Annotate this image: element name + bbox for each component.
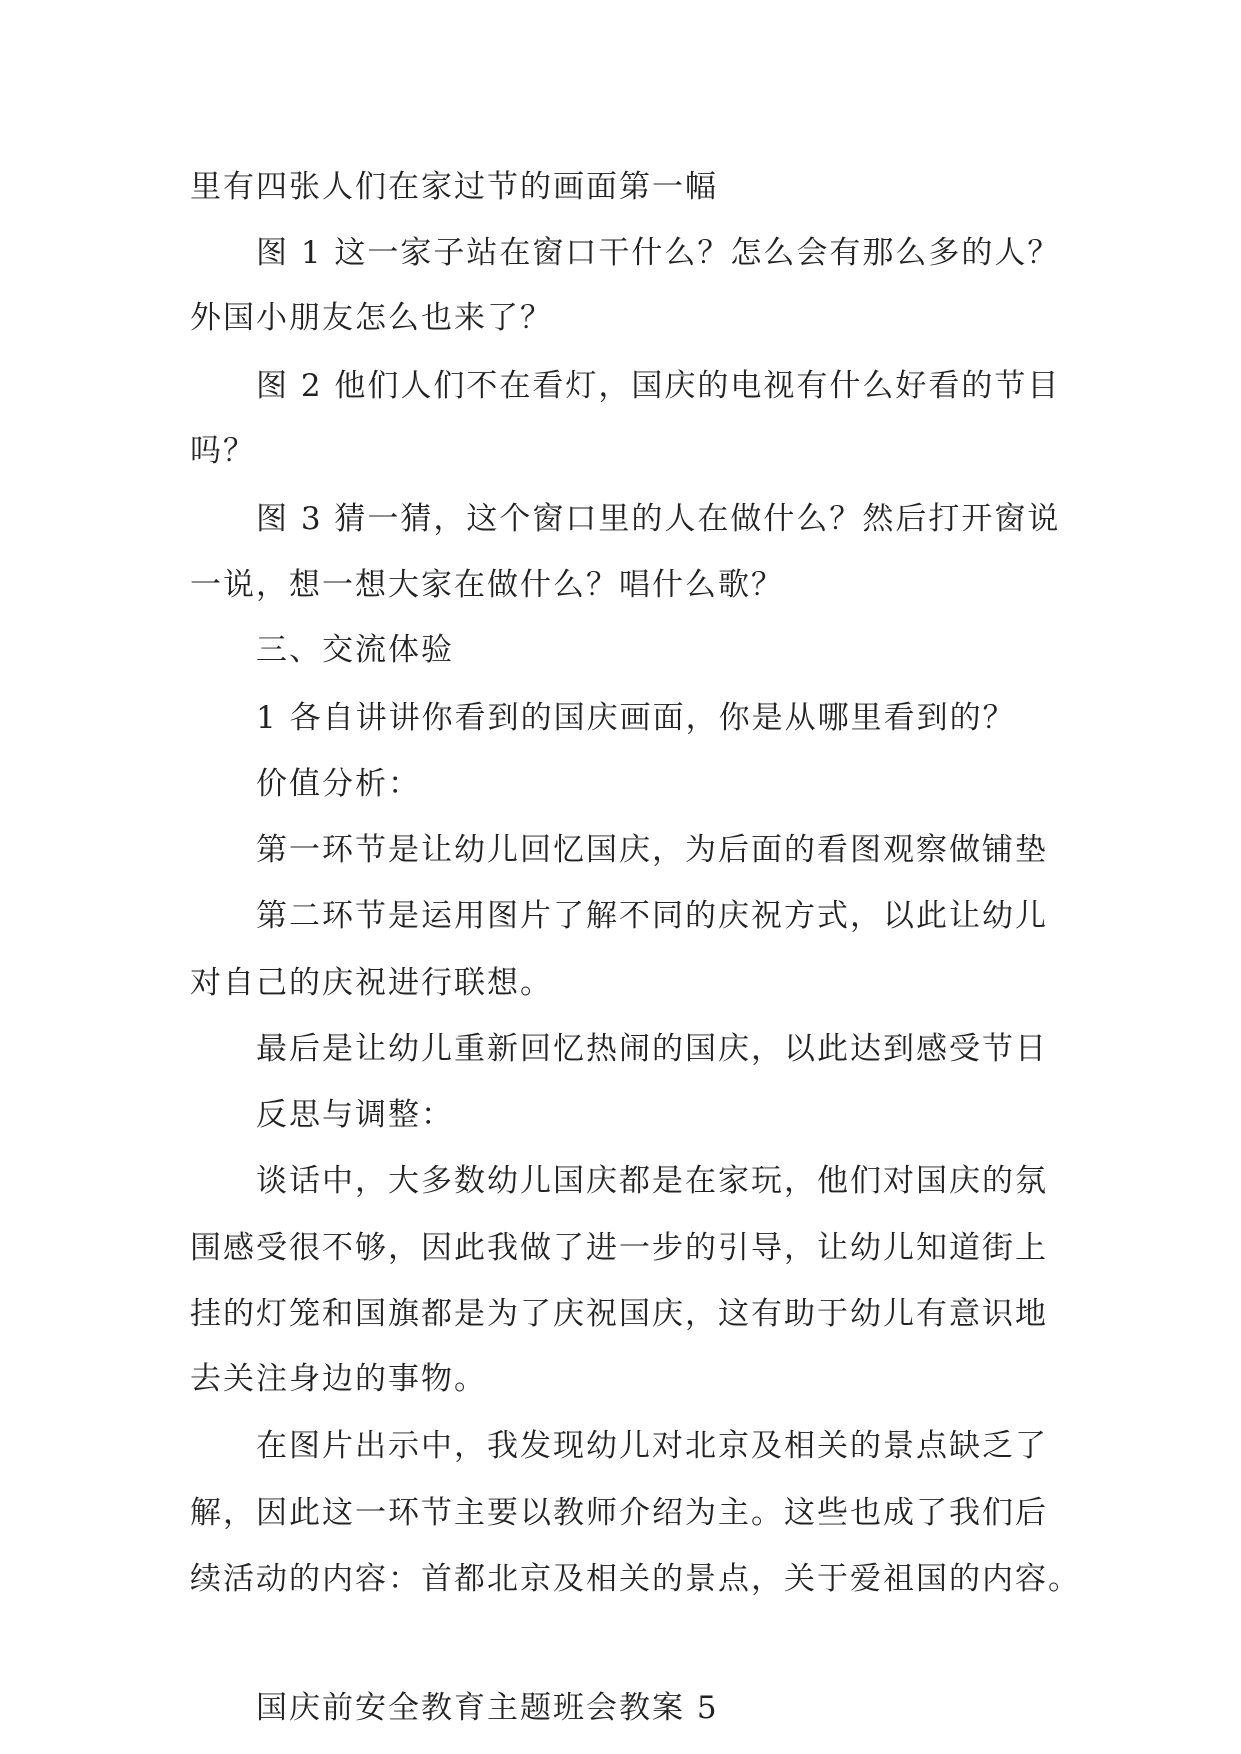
body-text-line: 1 各自讲讲你看到的国庆画面，你是从哪里看到的？ — [256, 700, 1016, 736]
body-text-line: 续活动的内容：首都北京及相关的景点，关于爱祖国的内容。 — [190, 1561, 1081, 1597]
body-text-line: 图 1 这一家子站在窗口干什么？怎么会有那么多的人？ — [256, 235, 1061, 271]
body-text-line: 一说，想一想大家在做什么？唱什么歌？ — [190, 567, 784, 603]
body-text-line: 里有四张人们在家过节的画面第一幅 — [190, 169, 718, 205]
body-text-line: 去关注身边的事物。 — [190, 1361, 487, 1397]
body-text-line: 外国小朋友怎么也来了？ — [190, 300, 553, 336]
body-text-line: 第二环节是运用图片了解不同的庆祝方式，以此让幼儿 — [256, 898, 1048, 934]
body-text-line: 谈话中，大多数幼儿国庆都是在家玩，他们对国庆的氛 — [256, 1163, 1048, 1199]
body-text-line: 第一环节是让幼儿回忆国庆，为后面的看图观察做铺垫 — [256, 832, 1048, 868]
section-title: 国庆前安全教育主题班会教案 5 — [256, 1690, 719, 1726]
body-text-line: 解，因此这一环节主要以教师介绍为主。这些也成了我们后 — [190, 1495, 1048, 1531]
body-text-line: 图 3 猜一猜，这个窗口里的人在做什么？然后打开窗说 — [256, 501, 1061, 537]
subheading-reflection: 反思与调整： — [256, 1097, 454, 1133]
body-text-line: 图 2 他们人们不在看灯，国庆的电视有什么好看的节目 — [256, 368, 1061, 404]
body-text-line: 在图片出示中，我发现幼儿对北京及相关的景点缺乏了 — [256, 1428, 1048, 1464]
body-text-line: 吗？ — [190, 433, 256, 469]
body-text-line: 最后是让幼儿重新回忆热闹的国庆，以此达到感受节日 — [256, 1031, 1048, 1067]
body-text-line: 围感受很不够，因此我做了进一步的引导，让幼儿知道街上 — [190, 1230, 1048, 1266]
body-text-line: 挂的灯笼和国旗都是为了庆祝国庆，这有助于幼儿有意识地 — [190, 1296, 1048, 1332]
body-text-line: 对自己的庆祝进行联想。 — [190, 965, 553, 1001]
section-heading-exchange: 三、交流体验 — [256, 632, 454, 668]
subheading-value-analysis: 价值分析： — [256, 766, 421, 802]
